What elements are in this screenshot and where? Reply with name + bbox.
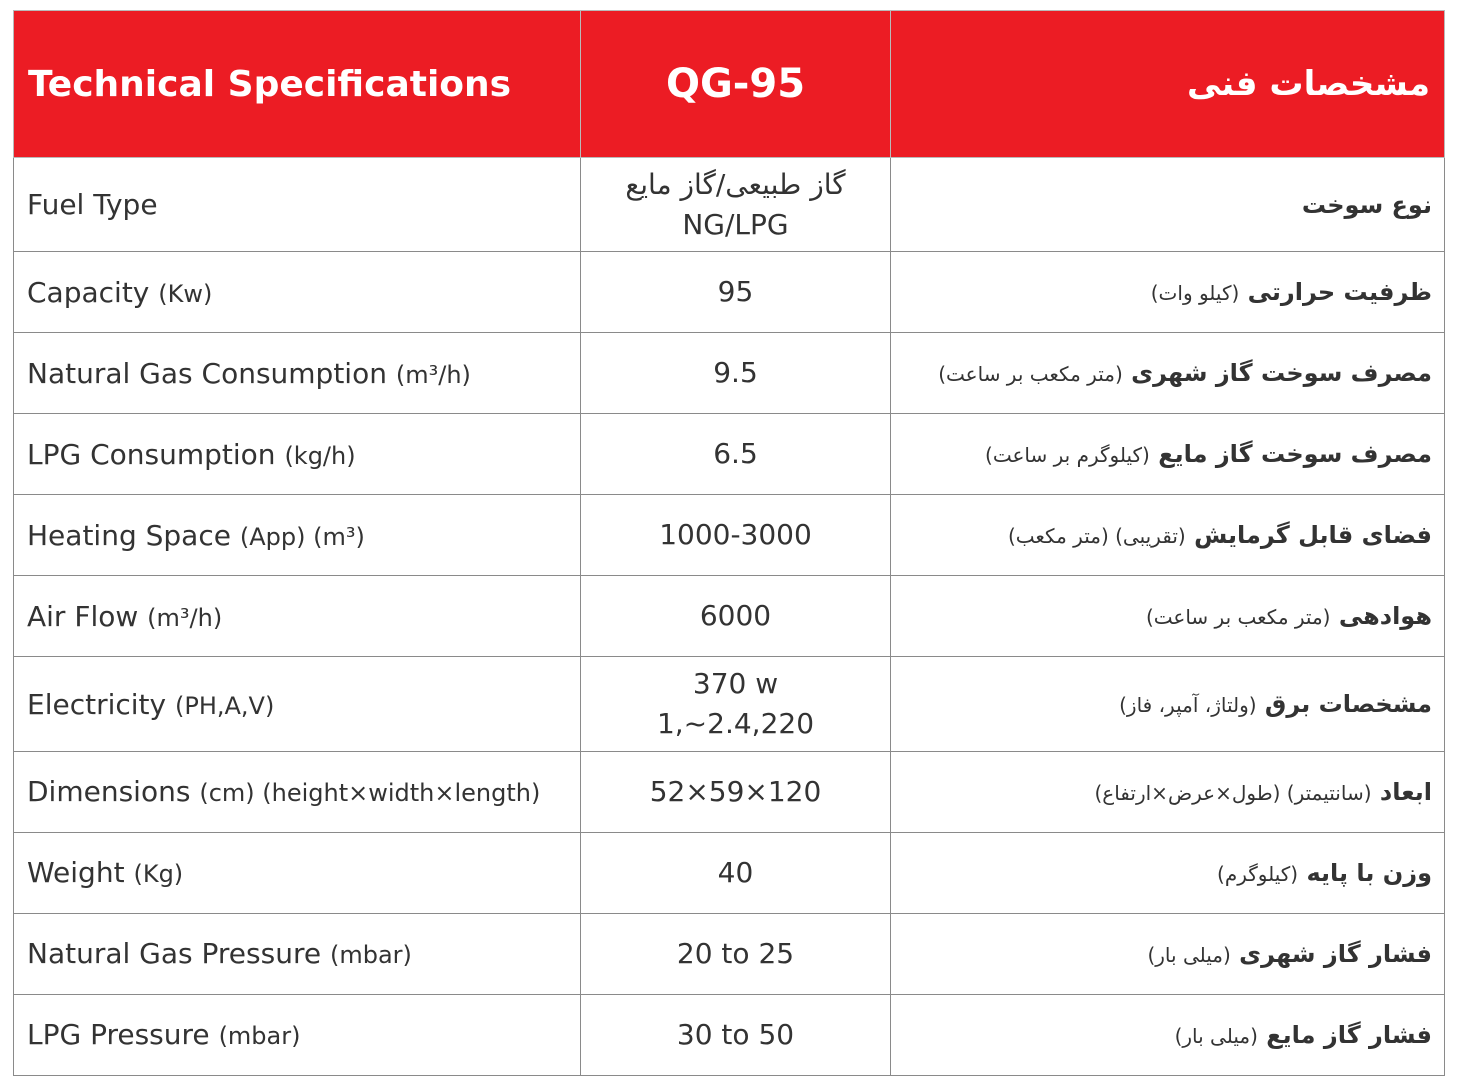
persian-unit: (متر مکعب بر ساعت) [1145,605,1331,630]
value-line: 1000-3000 [659,518,812,552]
spec-body [14,158,1445,1076]
spec-row [14,495,1445,576]
spec-row [14,333,1445,414]
persian-label: وزن با پایه [1306,858,1432,887]
english-unit: (kg/h) [284,441,356,470]
english-unit: (PH,A,V) [175,691,275,720]
english-label: Heating Space [27,518,231,552]
spec-row [14,657,1445,751]
persian-label: ظرفیت حرارتی [1247,278,1432,307]
english-unit: (Kg) [133,860,184,889]
spec-row [14,751,1445,832]
english-unit: (mbar) [330,941,412,970]
english-label: Weight [27,856,125,890]
value-cell [581,751,891,832]
spec-row [14,158,1445,252]
value-cell [581,657,891,751]
spec-row [14,994,1445,1075]
english-label: LPG Pressure [27,1018,210,1052]
english-label-cell [14,832,581,913]
english-unit: (cm) (height×width×length) [199,779,541,808]
english-label-cell [14,994,581,1075]
persian-label-cell [891,333,1445,414]
persian-label: نوع سوخت [1301,190,1432,219]
model-title: QG-95 [581,11,891,158]
persian-unit: (متر مکعب بر ساعت) [938,362,1123,387]
persian-unit: (میلی بار) [1147,942,1231,967]
english-label: Air Flow [27,599,139,633]
english-label-cell [14,495,581,576]
persian-label-cell [891,994,1445,1075]
persian-label: فشار گاز مایع [1266,1020,1432,1049]
english-label: Dimensions [27,775,191,809]
value-line: NG/LPG [682,207,789,241]
english-label: Natural Gas Pressure [27,937,322,971]
persian-unit: (کیلوگرم) [1217,861,1299,886]
value-cell [581,158,891,252]
value-line: 95 [717,275,754,309]
english-label-cell [14,576,581,657]
header-row [14,11,1445,158]
value-cell [581,333,891,414]
english-unit: (m³/h) [147,603,223,632]
value-cell [581,252,891,333]
persian-label-cell [891,832,1445,913]
spec-table [13,10,1445,1076]
persian-label-cell [891,414,1445,495]
value-cell [581,832,891,913]
spec-row [14,252,1445,333]
persian-label: مشخصات برق [1264,690,1432,719]
persian-unit: (سانتیمتر) (طول×عرض×ارتفاع) [1094,780,1372,805]
persian-label: هوادهی [1338,602,1432,631]
persian-label-cell [891,495,1445,576]
english-label-cell [14,657,581,751]
value-line: 6.5 [713,437,758,471]
persian-label-cell [891,657,1445,751]
english-label: Capacity [27,275,150,309]
persian-unit: (کیلوگرم بر ساعت) [985,443,1150,468]
persian-label: مصرف سوخت گاز شهری [1131,359,1432,388]
english-label-cell [14,252,581,333]
value-cell [581,913,891,994]
english-label: Electricity [27,687,167,721]
english-title: Technical Specifications [14,11,581,158]
value-cell [581,994,891,1075]
persian-label-cell [891,576,1445,657]
spec-row [14,414,1445,495]
value-cell [581,495,891,576]
value-line: 20 to 25 [676,936,795,970]
persian-label-cell [891,158,1445,252]
persian-title: مشخصات فنی [891,11,1445,158]
value-line: 40 [717,855,754,889]
english-unit: (App) (m³) [239,522,365,551]
value-line: 1,~2.4,220 [656,707,815,741]
english-label-cell [14,913,581,994]
english-unit: (mbar) [218,1022,301,1051]
persian-label-cell [891,913,1445,994]
value-line: 6000 [699,599,772,633]
persian-label: فضای قابل گرمایش [1194,521,1432,550]
persian-unit: (تقریبی) (متر مکعب) [1007,524,1186,549]
english-label: Fuel Type [27,188,158,222]
value-line: 370 w [692,667,779,701]
value-line: 52×59×120 [649,774,822,808]
persian-label: ابعاد [1379,777,1432,806]
persian-label: فشار گاز شهری [1239,939,1432,968]
value-line: 30 to 50 [676,1017,795,1051]
persian-label: مصرف سوخت گاز مایع [1158,440,1432,469]
spec-row [14,913,1445,994]
english-label-cell [14,333,581,414]
persian-label-cell [891,751,1445,832]
value-cell [581,576,891,657]
persian-unit: (ولتاژ، آمپر، فاز) [1119,693,1257,718]
spec-row [14,576,1445,657]
value-cell [581,414,891,495]
persian-unit: (میلی بار) [1174,1023,1258,1048]
english-label: LPG Consumption [27,437,276,471]
english-label-cell [14,158,581,252]
english-label: Natural Gas Consumption [27,356,387,390]
english-unit: (m³/h) [395,360,471,389]
persian-unit: (کیلو وات) [1150,281,1240,306]
value-line: گاز طبیعی/گاز مایع [625,167,846,201]
value-line: 9.5 [713,356,758,390]
persian-label-cell [891,252,1445,333]
english-label-cell [14,751,581,832]
spec-row [14,832,1445,913]
english-unit: (Kw) [158,279,213,308]
english-label-cell [14,414,581,495]
